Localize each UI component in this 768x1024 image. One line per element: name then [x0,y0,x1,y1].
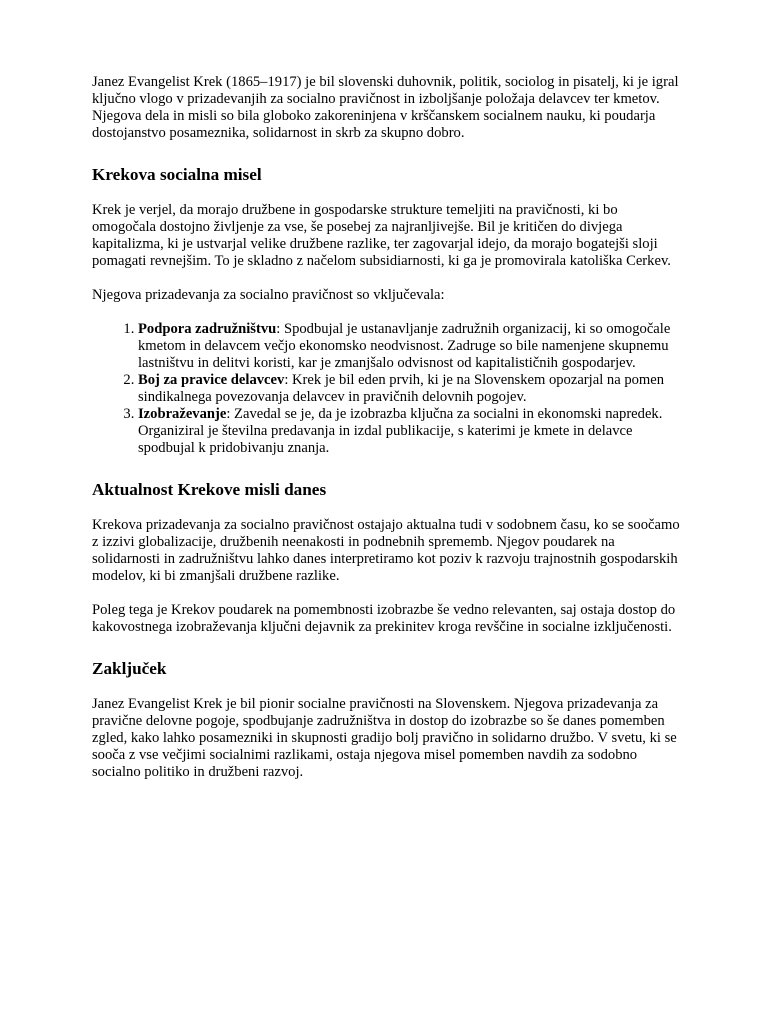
intro-paragraph: Janez Evangelist Krek (1865–1917) je bil slovenski duhovnik, politik, sociolog in pisatelj, ki je igral ključno vlogo v prizadevanjih za socialno pravičnost in izboljšanje položaja delavcev ter kmetov. Njegova dela in misli so bila globoko zakoreninjena v krščanskem socialnem nauku, ki poudarja dostojanstvo posameznika, solidarnost in skrb za skupno dobro. [92,74,679,141]
list-item-text: : Zavedal se je, da je izobrazba ključna za socialni in ekonomski napredek. Organiziral je številna predavanja in izdal publikacije, s katerimi je kmete in delavce spodbujal k pridobivanju znanja. [138,406,663,456]
section-heading-conclusion: Zaključek [92,659,167,678]
section-heading-social-thought: Krekova socialna misel [92,165,262,184]
list-item-term: Boj za pravice delavcev [138,372,285,388]
list-item-text: : Spodbujal je ustanavljanje zadružnih organizacij, ki so omogočale kmetom in delavcem večjo ekonomsko neodvisnost. Zadruge so bile namenjene skupnemu lastništvu in delitvi koristi, kar je zmanjšalo odvisnost od kapitalističnih gospodarjev. [138,321,671,371]
social-thought-paragraph: Krek je verjel, da morajo družbene in gospodarske strukture temeljiti na pravičnosti, ki bo omogočala dostojno življenje za vse, še posebej za najranljivejše. Bil je kritičen do divjega kapitalizma, ki je ustvarjal velike družbene razlike, ter zagovarjal idejo, da morajo bogatejši sloji pomagati revnejšim. To je skladno z načelom subsidiarnosti, ki ga je promovirala katoliška Cerkev. [92,202,671,269]
efforts-intro-paragraph: Njegova prizadevanja za socialno pravičnost so vključevala: [92,287,445,303]
list-item-text: : Krek je bil eden prvih, ki je na Slovenskem opozarjal na pomen sindikalnega povezovanja delavcev in pravičnih delovnih pogojev. [138,372,665,405]
conclusion-paragraph: Janez Evangelist Krek je bil pionir socialne pravičnosti na Slovenskem. Njegova prizadevanja za pravične delovne pogoje, spodbujanje zadružništva in dostop do izobrazbe so še danes pomemben zgled, kako lahko posamezniki in skupnosti gradijo bolj pravično in solidarno družbo. V svetu, ki se sooča z vse večjimi socialnimi razlikami, ostaja njegova misel pomemben navdih za sodobno socialno politiko in družbeni razvoj. [92,696,677,780]
section-heading-relevance: Aktualnost Krekove misli danes [92,480,327,499]
efforts-list [92,321,682,457]
relevance-paragraph-2: Poleg tega je Krekov poudarek na pomembnosti izobrazbe še vedno relevanten, saj ostaja dostop do kakovostnega izobraževanja ključni dejavnik za prekinitev kroga revščine in socialne izključenosti. [92,602,676,635]
list-item-term: Izobraževanje [138,406,227,422]
list-item [138,406,682,457]
relevance-paragraph-1: Krekova prizadevanja za socialno pravičnost ostajajo aktualna tudi v sodobnem času, ko se soočamo z izzivi globalizacije, družbenih neenakosti in podnebnih sprememb. Njegov poudarek na solidarnosti in zadružništvu lahko danes interpretiramo kot poziv k razvoju trajnostnih gospodarskih modelov, ki bi zmanjšali družbene razlike. [92,517,680,584]
list-item [138,321,682,372]
document-page [92,74,682,798]
list-item [138,372,682,406]
list-item-term: Podpora zadružništvu [138,321,277,337]
